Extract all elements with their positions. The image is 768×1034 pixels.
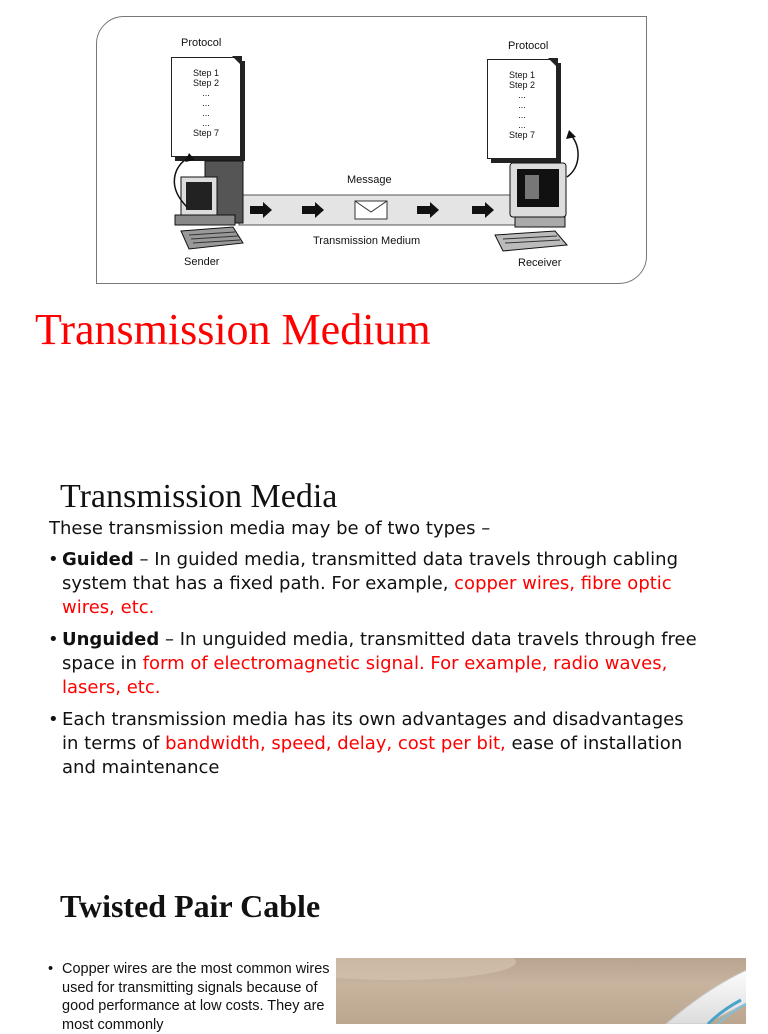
section-title: Transmission Media bbox=[60, 478, 338, 515]
receiver-label: Receiver bbox=[518, 257, 562, 269]
protocol-step: Step 7 bbox=[192, 128, 220, 138]
twisted-pair-text: • Copper wires are the most common wires used for transmitting signals because of good performance at low costs. They are most commonly bbox=[48, 960, 342, 1034]
bullet-text: Each transmission media has its own advantages and disadvantages in terms of bbox=[62, 709, 684, 754]
twisted-pair-title: Twisted Pair Cable bbox=[60, 888, 321, 924]
protocol-label-right: Protocol bbox=[508, 40, 549, 52]
protocol-step: ... bbox=[202, 118, 210, 128]
protocol-step: ... bbox=[518, 90, 526, 100]
protocol-step: ... bbox=[518, 100, 526, 110]
protocol-step: Step 2 bbox=[192, 78, 220, 88]
protocol-label-left: Protocol bbox=[181, 37, 222, 49]
bullet-dash: – bbox=[133, 549, 155, 570]
cable-photo-graphic bbox=[336, 958, 746, 1024]
protocol-step: Step 7 bbox=[508, 130, 536, 140]
bullet-advantages bbox=[48, 708, 698, 780]
bullet-text: In unguided media, transmitted data travels through free space in bbox=[62, 629, 697, 674]
envelope-icon bbox=[355, 201, 387, 219]
bullet-text: In guided media, transmitted data travels through cabling system that has a fixed path. For example, bbox=[62, 549, 678, 594]
bullet-term: Unguided bbox=[62, 629, 160, 650]
bullet-unguided bbox=[48, 628, 698, 700]
bullet-term: Guided bbox=[62, 549, 134, 570]
media-types-list bbox=[48, 548, 698, 788]
bullet-tail: ease of installation and maintenance bbox=[62, 733, 683, 778]
bullet-highlight: bandwidth, speed, delay, cost per bit, bbox=[165, 733, 506, 754]
protocol-step: ... bbox=[518, 110, 526, 120]
twisted-pair-cable-photo bbox=[336, 958, 746, 1024]
section-intro: These transmission media may be of two types – bbox=[49, 518, 491, 539]
transmission-medium-label: Transmission Medium bbox=[313, 235, 421, 247]
protocol-step: Step 1 bbox=[192, 68, 220, 78]
bullet-highlight: form of electromagnetic signal. For example, radio waves, lasers, etc. bbox=[62, 653, 668, 698]
message-label: Message bbox=[347, 174, 392, 186]
bullet-highlight: copper wires, fibre optic wires, etc. bbox=[62, 573, 672, 618]
bullet-guided bbox=[48, 548, 698, 620]
protocol-step: ... bbox=[202, 88, 210, 98]
protocol-diagram bbox=[96, 16, 647, 284]
bullet-dash: – bbox=[159, 629, 180, 650]
protocol-step: Step 2 bbox=[508, 80, 536, 90]
protocol-step: ... bbox=[518, 120, 526, 130]
sender-label: Sender bbox=[184, 256, 220, 268]
protocol-step: ... bbox=[202, 98, 210, 108]
protocol-step: Step 1 bbox=[508, 70, 536, 80]
protocol-step: ... bbox=[202, 108, 210, 118]
slide-title: Transmission Medium bbox=[35, 305, 431, 354]
